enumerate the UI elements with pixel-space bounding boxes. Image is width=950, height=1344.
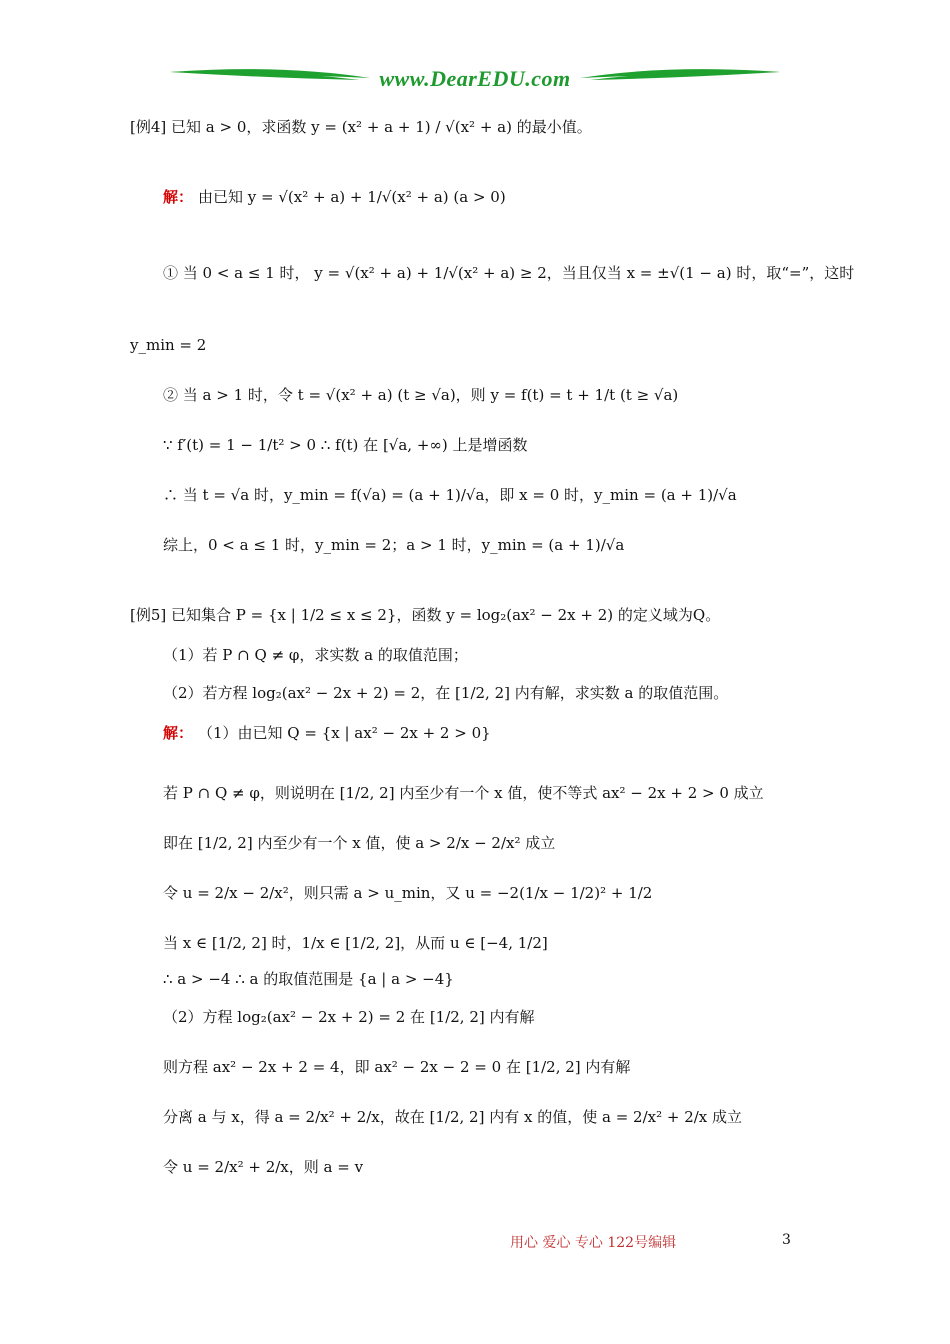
reasoning-line-4: 当 x ∈ [1/2, 2] 时，1/x ∈ [1/2, 2]，从而 u ∈ [−4, 1/2]	[163, 934, 548, 952]
solution-2-line: （1）由已知 Q = {x | ax² − 2x + 2 > 0}	[198, 724, 491, 742]
case-2-line: ② 当 a > 1 时，令 t = √(x² + a) (t ≥ √a)，则 y = f(t) = t + 1/t (t ≥ √a)	[163, 386, 679, 404]
reasoning-line-1: 若 P ∩ Q ≠ φ，则说明在 [1/2, 2] 内至少有一个 x 值，使不等式 ax² − 2x + 2 > 0 成立	[163, 784, 764, 802]
conclusion-line: ∴ 当 t = √a 时，y_min = f(√a) = (a + 1)/√a，即 x = 0 时，y_min = (a + 1)/√a	[163, 486, 737, 504]
solution-line: 由已知 y = √(x² + a) + 1/√(x² + a) (a > 0)	[198, 188, 506, 206]
part-2-line: （2）方程 log₂(ax² − 2x + 2) = 2 在 [1/2, 2] 内有解	[163, 1008, 535, 1026]
derivative-line: ∵ f′(t) = 1 − 1/t² > 0 ∴ f(t) 在 [√a, +∞) 上是增函数	[163, 436, 528, 454]
question-1: （1）若 P ∩ Q ≠ φ，求实数 a 的取值范围；	[163, 646, 468, 664]
part-2-equation: 则方程 ax² − 2x + 2 = 4，即 ax² − 2x − 2 = 0 在 [1/2, 2] 内有解	[163, 1058, 631, 1076]
case-1-line: ① 当 0 < a ≤ 1 时， y = √(x² + a) + 1/√(x² + a) ≥ 2，当且仅当 x = ±√(1 − a) 时，取“=”，这时	[163, 264, 855, 282]
question-2: （2）若方程 log₂(ax² − 2x + 2) = 2，在 [1/2, 2] 内有解，求实数 a 的取值范围。	[163, 684, 729, 702]
site-header-banner	[170, 58, 780, 98]
reasoning-line-3: 令 u = 2/x − 2/x²，则只需 a > u_min，又 u = −2(1/x − 1/2)² + 1/2	[163, 884, 653, 902]
summary-line: 综上，0 < a ≤ 1 时，y_min = 2；a > 1 时，y_min = (a + 1)/√a	[163, 536, 625, 554]
page-number: 3	[782, 1232, 791, 1248]
site-name: www.DearEDU.com	[379, 66, 571, 91]
ymin-line: y_min = 2	[130, 336, 207, 354]
solution-label: 解：	[163, 188, 194, 206]
reasoning-line-2: 即在 [1/2, 2] 内至少有一个 x 值，使 a > 2/x − 2/x² 成立	[163, 834, 556, 852]
part-2-separation: 分离 a 与 x，得 a = 2/x² + 2/x，故在 [1/2, 2] 内有 x 的值，使 a = 2/x² + 2/x 成立	[163, 1108, 743, 1126]
example-5-statement: [例5] 已知集合 P = {x | 1/2 ≤ x ≤ 2}，函数 y = log₂(ax² − 2x + 2) 的定义域为Q。	[130, 606, 721, 624]
example-4-statement: [例4] 已知 a > 0，求函数 y = (x² + a + 1) / √(x² + a) 的最小值。	[130, 118, 592, 136]
result-line-1: ∴ a > −4 ∴ a 的取值范围是 {a | a > −4}	[163, 970, 454, 988]
footer-text: 用心 爱心 专心 122号编辑	[510, 1235, 677, 1251]
solution-label-2: 解：	[163, 724, 194, 742]
part-2-substitution: 令 u = 2/x² + 2/x，则 a = v	[163, 1158, 364, 1176]
